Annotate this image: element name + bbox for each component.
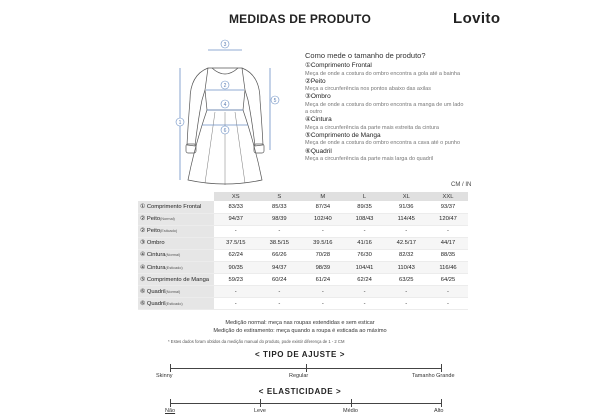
unit-label: CM / IN xyxy=(451,182,472,188)
legend-num: ③ xyxy=(305,93,311,101)
table-cell: 91/36 xyxy=(385,201,429,213)
legend-desc: Meça de onde a costura do ombro encontra a cava até o punho xyxy=(305,140,461,147)
table-cell: 116/46 xyxy=(428,261,468,273)
legend-desc: Meça de onde a costura do ombro encontra a gola até a bainha xyxy=(305,70,461,77)
legend-item xyxy=(305,116,505,132)
table-cell: 62/24 xyxy=(345,274,385,286)
table-cell: - xyxy=(345,286,385,298)
figure-marker-2: 2 xyxy=(223,83,227,89)
table-row xyxy=(138,298,468,310)
size-header: M xyxy=(301,192,345,201)
table-cell: 39.5/16 xyxy=(301,237,345,249)
note-stretched: Medição do estiramento: meça quando a roupa é esticada ao máximo xyxy=(213,327,387,334)
legend-title: Peito xyxy=(310,77,326,85)
legend-question: Como mede o tamanho de produto? xyxy=(305,51,426,60)
table-row xyxy=(138,286,468,298)
table-cell: - xyxy=(258,298,302,310)
fit-label-skinny: Skinny xyxy=(156,373,173,379)
fit-tick xyxy=(441,364,442,372)
legend-item xyxy=(305,93,505,116)
legend-num: ① xyxy=(305,62,311,70)
table-cell: - xyxy=(258,286,302,298)
figure-marker-1: 1 xyxy=(178,120,182,126)
elasticity-tick xyxy=(441,399,442,407)
table-cell: 76/30 xyxy=(345,249,385,261)
table-row xyxy=(138,237,468,249)
elasticity-label-nao: Não xyxy=(165,408,176,414)
table-cell: 114/45 xyxy=(385,213,429,225)
table-cell: 87/34 xyxy=(301,201,345,213)
table-cell: 120/47 xyxy=(428,213,468,225)
table-cell: 85/33 xyxy=(258,201,302,213)
table-cell: 60/24 xyxy=(258,274,302,286)
elasticity-scale xyxy=(170,398,442,408)
table-row xyxy=(138,261,468,273)
table-cell: 63/25 xyxy=(385,274,429,286)
table-cell: - xyxy=(385,225,429,237)
row-label: ⑤ Comprimento de Manga xyxy=(138,274,214,286)
table-cell: 104/41 xyxy=(345,261,385,273)
legend-item xyxy=(305,62,505,78)
table-row xyxy=(138,201,468,213)
size-header: L xyxy=(345,192,385,201)
size-header: XXL xyxy=(428,192,468,201)
legend-desc: Meça a circunferência da parte mais estreita da cintura xyxy=(305,124,439,131)
figure-marker-4: 4 xyxy=(223,102,227,108)
row-label: ② Peito(Normal) xyxy=(138,213,214,225)
row-label: ③ Ombro xyxy=(138,237,214,249)
legend-item xyxy=(305,148,505,164)
fit-scale xyxy=(170,363,442,373)
elasticity-tick xyxy=(170,399,171,407)
legend-title: Ombro xyxy=(310,93,331,101)
brand-logo: Lovito xyxy=(453,10,501,27)
legend-item xyxy=(305,132,505,148)
table-cell: 64/25 xyxy=(428,274,468,286)
table-row xyxy=(138,274,468,286)
elasticity-label-leve: Leve xyxy=(254,408,266,414)
table-cell: - xyxy=(301,298,345,310)
table-cell: 37.5/15 xyxy=(214,237,258,249)
note-normal: Medição normal: meça nas roupas estendidas e sem esticar xyxy=(225,320,375,326)
elasticity-tick xyxy=(260,399,261,407)
table-header-row xyxy=(138,192,468,201)
legend-num: ④ xyxy=(305,116,311,124)
row-label: ② Peito(Esticado) xyxy=(138,225,214,237)
note-disclaimer: * Estes dados foram obtidos da medição manual do produto, pode existir diferença de 1 - 2 CM xyxy=(168,339,345,344)
table-cell: - xyxy=(301,225,345,237)
fit-tick xyxy=(170,364,171,372)
fit-label-large: Tamanho Grande xyxy=(412,373,455,379)
table-cell: - xyxy=(345,225,385,237)
table-cell: 98/39 xyxy=(258,213,302,225)
figure-marker-6: 6 xyxy=(223,128,227,134)
legend-num: ② xyxy=(305,77,311,85)
table-header-blank xyxy=(138,192,214,201)
measurement-legend xyxy=(305,52,505,163)
legend-desc: Meça a circunferência da parte mais larga do quadril xyxy=(305,155,434,162)
row-label: ⑥ Quadril(Normal) xyxy=(138,286,214,298)
table-cell: 70/28 xyxy=(301,249,345,261)
table-cell: 102/40 xyxy=(301,213,345,225)
elasticity-label-medio: Médio xyxy=(343,408,358,414)
elasticity-scale-line xyxy=(170,403,442,404)
table-cell: 93/37 xyxy=(428,201,468,213)
legend-num: ⑤ xyxy=(305,131,311,139)
page-title: MEDIDAS DE PRODUTO xyxy=(228,12,372,26)
table-cell: 82/32 xyxy=(385,249,429,261)
table-cell: - xyxy=(428,298,468,310)
legend-item xyxy=(305,78,505,94)
row-label: ⑥ Quadril(Esticado) xyxy=(138,298,214,310)
figure-marker-5: 5 xyxy=(273,98,277,104)
table-cell: - xyxy=(385,298,429,310)
legend-desc: Meça a circunferência nos pontos abaixo das axilas xyxy=(305,86,431,93)
size-table xyxy=(138,192,468,310)
dress-measurement-figure xyxy=(150,30,300,190)
legend-title: Cintura xyxy=(310,116,332,124)
table-row xyxy=(138,249,468,261)
figure-marker-3: 3 xyxy=(223,42,227,48)
table-cell: 41/16 xyxy=(345,237,385,249)
table-cell: 110/43 xyxy=(385,261,429,273)
table-cell: - xyxy=(258,225,302,237)
table-cell: - xyxy=(214,225,258,237)
legend-title: Comprimento de Manga xyxy=(310,131,381,139)
table-cell: - xyxy=(214,286,258,298)
size-header: XS xyxy=(214,192,258,201)
fit-label-regular: Regular xyxy=(289,373,309,379)
elasticity-title: < ELASTICIDADE > xyxy=(258,387,342,396)
table-cell: 59/23 xyxy=(214,274,258,286)
table-cell: 88/35 xyxy=(428,249,468,261)
table-cell: 83/33 xyxy=(214,201,258,213)
table-cell: 38.5/15 xyxy=(258,237,302,249)
table-cell: - xyxy=(428,286,468,298)
row-label: ④ Cintura(Esticado) xyxy=(138,261,214,273)
table-cell: 44/17 xyxy=(428,237,468,249)
size-header: XL xyxy=(385,192,429,201)
table-cell: 94/37 xyxy=(258,261,302,273)
row-label: ④ Cintura(Normal) xyxy=(138,249,214,261)
row-label: ① Comprimento Frontal xyxy=(138,201,214,213)
fit-title: < TIPO DE AJUSTE > xyxy=(254,350,346,359)
table-row xyxy=(138,213,468,225)
table-cell: - xyxy=(428,225,468,237)
table-cell: 98/39 xyxy=(301,261,345,273)
legend-num: ⑥ xyxy=(305,147,311,155)
table-cell: 42.5/17 xyxy=(385,237,429,249)
table-cell: - xyxy=(301,286,345,298)
table-cell: 66/26 xyxy=(258,249,302,261)
table-cell: - xyxy=(214,298,258,310)
fit-selected-tick xyxy=(306,364,307,372)
size-header: S xyxy=(258,192,302,201)
table-cell: 94/37 xyxy=(214,213,258,225)
elasticity-label-alto: Alto xyxy=(434,408,444,414)
table-row xyxy=(138,225,468,237)
legend-title: Quadril xyxy=(310,147,332,155)
measurement-notes xyxy=(0,320,600,335)
legend-title: Comprimento Frontal xyxy=(310,62,372,70)
table-cell: 62/24 xyxy=(214,249,258,261)
legend-desc: a outro xyxy=(305,109,323,116)
table-cell: 108/43 xyxy=(345,213,385,225)
table-cell: 61/24 xyxy=(301,274,345,286)
legend-desc: Meça de onde a costura do ombro encontra a manga de um lado xyxy=(305,101,464,108)
elasticity-tick xyxy=(351,399,352,407)
table-cell: 90/35 xyxy=(214,261,258,273)
table-cell: - xyxy=(345,298,385,310)
table-cell: - xyxy=(385,286,429,298)
table-cell: 89/35 xyxy=(345,201,385,213)
